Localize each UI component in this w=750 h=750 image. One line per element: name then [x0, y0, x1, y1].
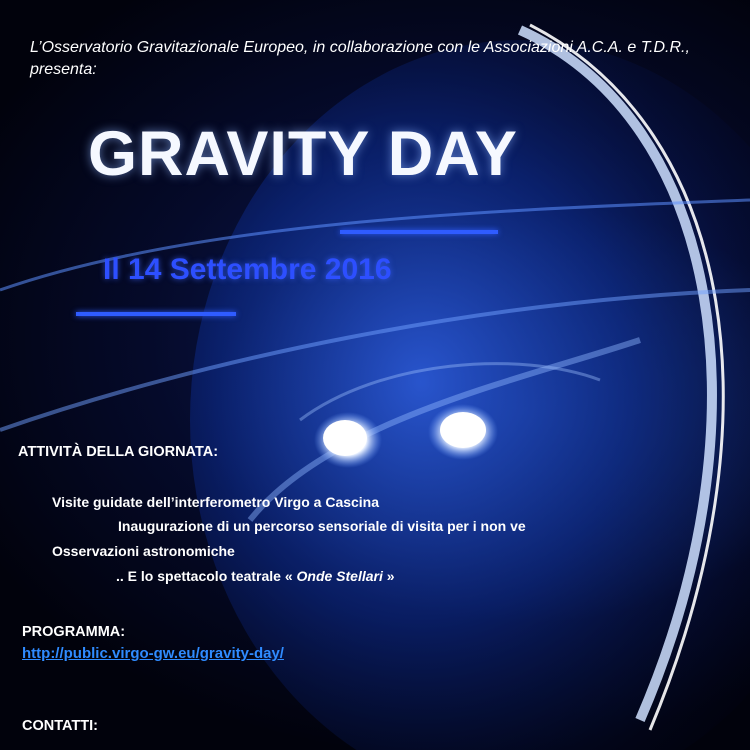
activity-item: [116, 568, 395, 584]
divider-line-bottom: [76, 312, 236, 316]
activity-item: Visite guidate dell’interferometro Virgo a Cascina: [52, 494, 380, 510]
programma-heading: PROGRAMMA:: [22, 624, 126, 640]
activity-text: .. E lo spettacolo teatrale «: [116, 568, 293, 584]
activity-item: Osservazioni astronomiche: [52, 543, 235, 559]
show-title: Onde Stellari: [296, 568, 383, 584]
poster-title: GRAVITY DAY: [88, 119, 518, 189]
contatti-heading: CONTATTI:: [22, 718, 98, 734]
event-date: Il 14 Settembre 2016: [103, 253, 392, 286]
activity-text-end: »: [386, 568, 395, 584]
divider-line-top: [340, 230, 498, 234]
programma-link[interactable]: http://public.virgo-gw.eu/gravity-day/: [22, 645, 284, 662]
activity-item: Inaugurazione di un percorso sensoriale di visita per i non ve: [118, 518, 526, 534]
activities-heading: ATTIVITÀ DELLA GIORNATA:: [18, 444, 219, 460]
intro-text: L’Osservatorio Gravitazionale Europeo, in collaborazione con le Associazioni A.C.A. e T.D.R., presenta:: [30, 39, 690, 78]
